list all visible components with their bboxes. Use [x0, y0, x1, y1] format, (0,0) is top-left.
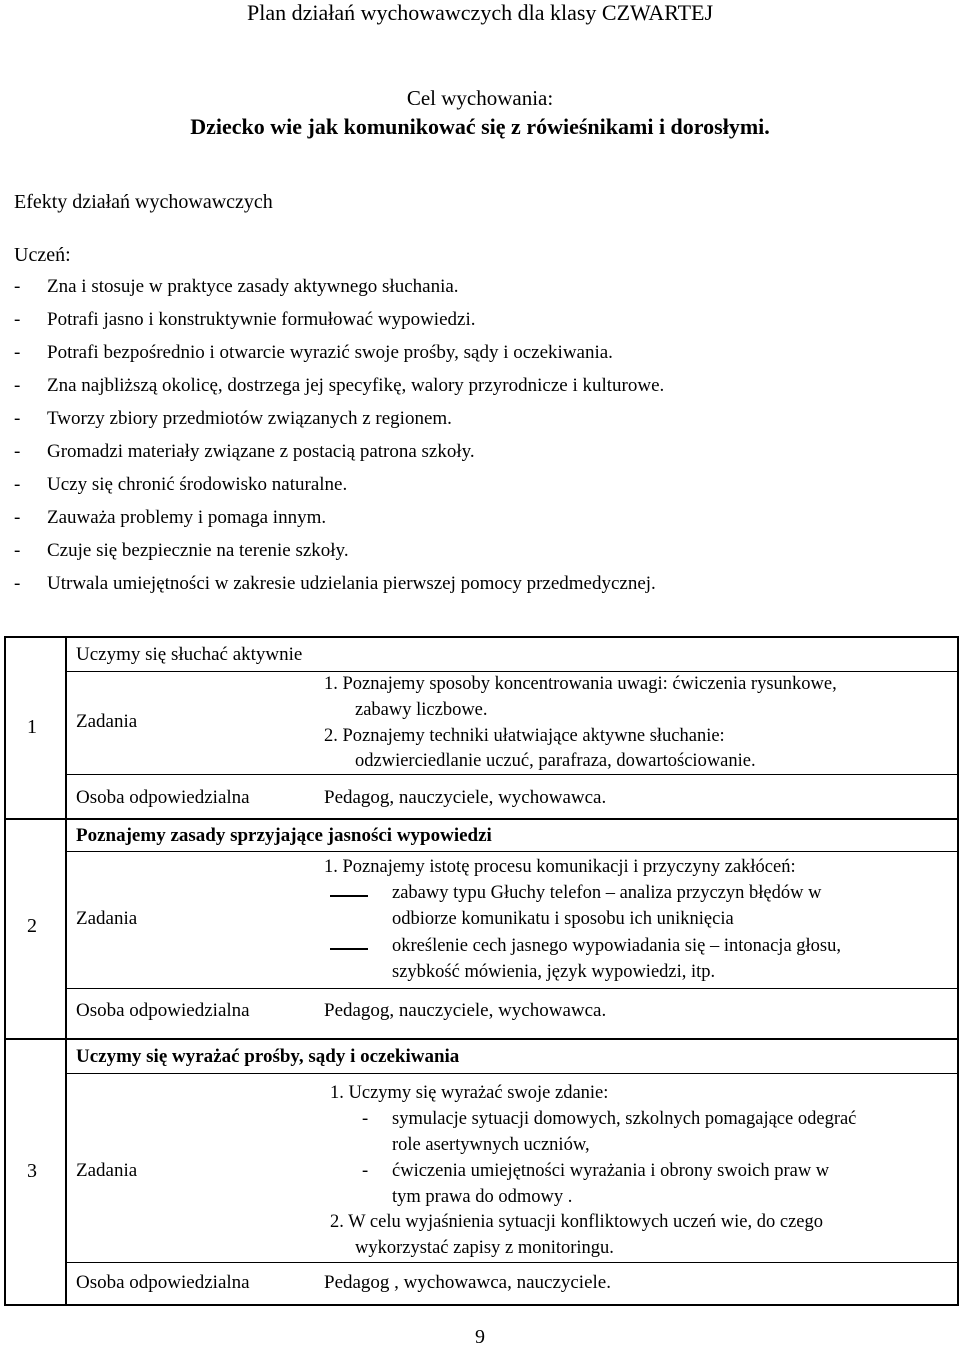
effect-item: - Utrwala umiejętności w zakresie udzielania pierwszej pomocy przedmedycznej.	[14, 573, 656, 594]
tasks-divider	[65, 988, 959, 989]
tasks-label: Zadania	[76, 711, 138, 732]
tasks-label: Zadania	[76, 908, 138, 929]
task-line: zabawy typu Głuchy telefon – analiza przyczyn błędów w	[392, 883, 822, 903]
task-line: odbiorze komunikatu i sposobu ich uniknięcia	[392, 909, 734, 929]
page-number: 9	[475, 1326, 485, 1348]
effect-item: - Potrafi bezpośrednio i otwarcie wyrazić swoje prośby, sądy i oczekiwania.	[14, 342, 613, 363]
task-line: 1. Poznajemy sposoby koncentrowania uwagi: ćwiczenia rysunkowe,	[324, 674, 837, 694]
task-line: wykorzystać zapisy z monitoringu.	[355, 1238, 614, 1258]
effect-item: - Gromadzi materiały związane z postacią patrona szkoły.	[14, 441, 475, 462]
task-line: ćwiczenia umiejętności wyrażania i obrony swoich praw w	[392, 1161, 830, 1181]
table-border-left	[4, 636, 6, 1306]
responsible-value: Pedagog, nauczyciele, wychowawca.	[324, 787, 607, 808]
task-line: tym prawa do odmowy .	[392, 1187, 573, 1207]
table-border-bottom	[4, 1304, 959, 1306]
effects-list	[14, 276, 664, 606]
section-number: 3	[27, 1160, 37, 1182]
task-line: 1. Poznajemy istotę procesu komunikacji i przyczyny zakłóceń:	[324, 857, 796, 877]
task-line: odzwierciedlanie uczuć, parafraza, dowartościowanie.	[355, 751, 756, 771]
responsible-value: Pedagog, nauczyciele, wychowawca.	[324, 1000, 607, 1021]
responsible-label: Osoba odpowiedzialna	[76, 787, 250, 808]
task-line: role asertywnych uczniów,	[392, 1135, 590, 1155]
effect-item: - Czuje się bezpiecznie na terenie szkoły.	[14, 540, 349, 561]
effect-item: - Zauważa problemy i pomaga innym.	[14, 507, 327, 528]
responsible-value: Pedagog , wychowawca, nauczyciele.	[324, 1272, 611, 1293]
goal-text: Dziecko wie jak komunikować się z rówieśnikami i dorosłymi.	[190, 114, 770, 139]
effect-item: - Zna i stosuje w praktyce zasady aktywnego słuchania.	[14, 276, 459, 297]
tasks-divider	[65, 1262, 959, 1263]
responsible-label: Osoba odpowiedzialna	[76, 1000, 250, 1021]
tasks-divider	[65, 774, 959, 775]
table-border-right	[957, 636, 959, 1306]
task-line: 2. Poznajemy techniki ułatwiające aktywne słuchanie:	[324, 726, 725, 746]
table-section-divider	[4, 818, 959, 820]
table-border-top	[4, 636, 959, 638]
student-label: Uczeń:	[14, 244, 71, 266]
effect-item: - Uczy się chronić środowisko naturalne.	[14, 474, 348, 495]
effects-heading: Efekty działań wychowawczych	[14, 191, 273, 213]
task-line: symulacje sytuacji domowych, szkolnych pomagające odegrać	[392, 1109, 857, 1129]
dash-bullet	[330, 895, 368, 897]
section-title: Uczymy się wyrażać prośby, sądy i oczekiwania	[76, 1046, 460, 1067]
goal-label: Cel wychowania:	[406, 86, 554, 110]
section-title-divider	[65, 671, 959, 672]
task-line: 2. W celu wyjaśnienia sytuacji konfliktowych uczeń wie, do czego	[330, 1212, 824, 1232]
dash-bullet	[330, 948, 368, 950]
responsible-label: Osoba odpowiedzialna	[76, 1272, 250, 1293]
section-number: 1	[27, 716, 37, 738]
table-section-divider	[4, 1038, 959, 1040]
task-line: 1. Uczymy się wyrażać swoje zdanie:	[330, 1083, 609, 1103]
task-line: szybkość mówienia, język wypowiedzi, itp.	[392, 962, 716, 982]
task-line: zabawy liczbowe.	[355, 700, 488, 720]
list-dash: -	[362, 1161, 369, 1181]
tasks-label: Zadania	[76, 1160, 138, 1181]
effect-item: - Zna najbliższą okolicę, dostrzega jej specyfikę, walory przyrodnicze i kulturowe.	[14, 375, 665, 396]
section-title: Poznajemy zasady sprzyjające jasności wypowiedzi	[76, 825, 492, 846]
section-number: 2	[27, 915, 37, 937]
task-line: określenie cech jasnego wypowiadania się – intonacja głosu,	[392, 936, 841, 956]
list-dash: -	[362, 1109, 369, 1129]
section-title-divider	[65, 1073, 959, 1074]
section-title: Uczymy się słuchać aktywnie	[76, 644, 303, 665]
effect-item: - Potrafi jasno i konstruktywnie formułować wypowiedzi.	[14, 309, 476, 330]
section-title-divider	[65, 851, 959, 852]
effect-item: - Tworzy zbiory przedmiotów związanych z regionem.	[14, 408, 452, 429]
document-title: Plan działań wychowawczych dla klasy CZWARTEJ	[246, 0, 714, 25]
table-number-column-divider	[65, 636, 67, 1306]
